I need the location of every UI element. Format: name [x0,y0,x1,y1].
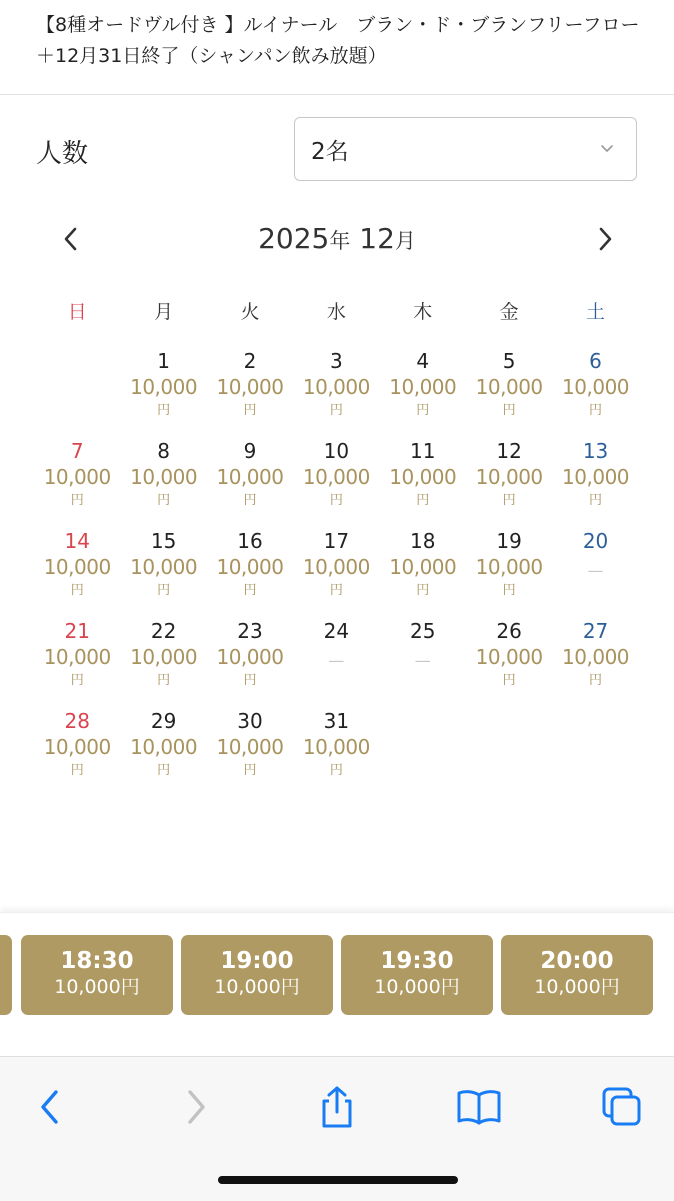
party-size-select[interactable] [294,117,637,181]
day-price: 10,000 [216,375,284,399]
calendar-day-cell[interactable] [120,618,206,708]
page-title: 【8種オードヴル付き 】ルイナール ブラン・ド・ブランフリーフロー＋12月31日終了（シャンパン飲み放題） [36,14,640,67]
next-month-button[interactable] [592,224,618,254]
home-indicator [218,1176,458,1184]
calendar-day-cell[interactable] [207,528,293,618]
calendar-day-cell[interactable] [466,438,552,528]
time-slot-price: 10,000円 [54,976,140,998]
day-number: 2 [243,349,257,373]
calendar-month-unit: 月 [394,229,416,253]
calendar-year-unit: 年 [329,229,351,253]
weekday-wed: 水 [326,301,346,323]
day-price-unit: 円 [243,403,257,418]
time-slot-time: 20:00 [540,948,614,974]
calendar-day-cell[interactable] [552,348,638,438]
calendar-day-cell[interactable] [466,528,552,618]
chevron-down-icon [600,142,614,156]
day-price-unit: 円 [589,673,603,688]
calendar-day-cell[interactable] [34,528,120,618]
day-number: 13 [582,439,609,463]
day-price: 10,000 [130,555,198,579]
weekday-sat: 土 [586,301,606,323]
calendar-year: 2025 [258,222,330,255]
day-price-unit: 円 [243,763,257,778]
tabs-icon[interactable] [598,1083,646,1131]
calendar-day-cell[interactable] [293,528,379,618]
day-number: 10 [323,439,350,463]
day-price: 10,000 [43,645,111,669]
calendar-day-cell[interactable] [466,348,552,438]
calendar-grid [34,348,639,798]
time-slot-price: 10,000円 [374,976,460,998]
day-price-unit: 円 [502,673,516,688]
day-number: 9 [243,439,257,463]
day-number: 19 [496,529,522,553]
day-price-unit: 円 [416,403,430,418]
day-price: 10,000 [389,465,457,489]
day-number: 23 [237,619,263,643]
day-price-unit: 円 [589,403,603,418]
party-size-value: 2名 [311,138,349,165]
day-price-unit: 円 [329,493,343,508]
forward-icon[interactable] [172,1083,220,1131]
party-size-label: 人数 [36,139,89,169]
day-price: 10,000 [475,645,543,669]
calendar-day-cell[interactable] [293,348,379,438]
day-price-unit: 円 [70,493,84,508]
calendar-empty-cell [34,348,120,438]
weekday-thu: 木 [413,301,433,323]
calendar-day-cell[interactable] [207,348,293,438]
calendar-month: 12 [359,222,395,255]
day-price-unit: 円 [243,583,257,598]
weekday-fri: 金 [499,301,519,323]
time-slot-price: 10,000円 [214,976,300,998]
calendar-day-cell[interactable] [293,708,379,798]
weekday-sun: 日 [67,301,87,323]
time-slot-bar [0,912,674,1057]
day-number: 8 [157,439,170,463]
day-price: 10,000 [389,555,457,579]
day-price: 10,000 [130,465,198,489]
calendar-day-cell[interactable] [552,438,638,528]
day-number: 20 [582,529,609,553]
time-slot-time: 19:30 [380,948,454,974]
day-price-unit: 円 [416,583,430,598]
day-number: 18 [410,529,436,553]
unavailable-dash: — [328,651,345,670]
day-number: 4 [416,349,430,373]
calendar-day-cell[interactable] [207,618,293,708]
calendar-day-cell[interactable] [34,438,120,528]
day-price-unit: 円 [502,583,516,598]
calendar-day-cell[interactable] [380,348,466,438]
day-number: 28 [64,709,90,733]
day-price: 10,000 [302,465,370,489]
day-number: 6 [589,349,602,373]
day-number: 21 [64,619,90,643]
day-number: 22 [150,619,177,643]
time-slot-button[interactable] [21,935,173,1015]
day-number: 5 [502,349,516,373]
day-price-unit: 円 [70,583,84,598]
time-slot-button[interactable] [341,935,493,1015]
calendar-day-cell[interactable] [380,438,466,528]
day-price-unit: 円 [157,403,171,418]
day-price: 10,000 [389,375,457,399]
day-number: 30 [237,709,263,733]
calendar-day-cell[interactable] [293,438,379,528]
calendar-day-cell[interactable] [466,618,552,708]
bookmarks-icon[interactable] [455,1083,503,1131]
calendar-day-cell[interactable] [34,708,120,798]
time-slot-button[interactable] [501,935,653,1015]
day-price: 10,000 [43,735,111,759]
calendar-day-cell[interactable] [120,348,206,438]
calendar-day-cell[interactable] [380,528,466,618]
time-slot-time: 19:00 [220,948,294,974]
day-price-unit: 円 [502,403,516,418]
time-slot-time: 18:30 [60,948,134,974]
header-divider [0,94,674,95]
unavailable-dash: — [414,651,431,670]
day-price: 10,000 [216,735,284,759]
day-number: 17 [323,529,350,553]
day-price: 10,000 [475,555,543,579]
calendar-day-cell [380,618,466,708]
day-number: 25 [410,619,436,643]
day-number: 1 [157,349,170,373]
weekday-mon: 月 [154,301,174,323]
day-price-unit: 円 [416,493,430,508]
day-price: 10,000 [475,465,543,489]
day-price: 10,000 [43,465,111,489]
day-price-unit: 円 [70,673,84,688]
day-price-unit: 円 [243,493,257,508]
day-price-unit: 円 [589,493,603,508]
day-price: 10,000 [130,735,198,759]
day-number: 16 [237,529,263,553]
calendar-day-cell[interactable] [120,708,206,798]
day-price: 10,000 [562,375,630,399]
calendar-day-cell[interactable] [120,528,206,618]
day-number: 12 [496,439,522,463]
day-price-unit: 円 [157,493,171,508]
month-title [0,222,674,255]
calendar-day-cell[interactable] [207,708,293,798]
day-number: 24 [323,619,350,643]
day-price: 10,000 [130,375,198,399]
calendar-day-cell[interactable] [34,618,120,708]
share-icon[interactable] [313,1083,361,1131]
day-price-unit: 円 [157,673,171,688]
day-number: 15 [150,529,177,553]
day-price-unit: 円 [243,673,257,688]
day-price: 10,000 [216,465,284,489]
day-price-unit: 円 [329,583,343,598]
day-price: 10,000 [302,555,370,579]
calendar [34,296,639,798]
day-price-unit: 円 [329,763,343,778]
day-number: 11 [410,439,436,463]
day-price: 10,000 [216,555,284,579]
unavailable-dash: — [587,561,604,580]
day-price: 10,000 [43,555,111,579]
weekday-header [34,296,639,328]
day-number: 7 [70,439,84,463]
day-price: 10,000 [130,645,198,669]
day-price-unit: 円 [329,403,343,418]
day-price-unit: 円 [502,493,516,508]
day-number: 3 [330,349,343,373]
calendar-day-cell[interactable] [552,618,638,708]
day-price: 10,000 [216,645,284,669]
calendar-day-cell [293,618,379,708]
day-price: 10,000 [302,735,370,759]
day-price: 10,000 [475,375,543,399]
day-number: 26 [496,619,522,643]
day-price-unit: 円 [157,583,171,598]
time-slot-partial[interactable] [0,935,12,1015]
day-number: 31 [323,709,350,733]
day-number: 29 [150,709,177,733]
day-price-unit: 円 [157,763,171,778]
calendar-day-cell[interactable] [207,438,293,528]
day-price-unit: 円 [70,763,84,778]
calendar-day-cell[interactable] [120,438,206,528]
day-price: 10,000 [562,645,630,669]
weekday-tue: 火 [240,301,260,323]
time-slot-price: 10,000円 [534,976,620,998]
day-number: 14 [64,529,90,553]
back-icon[interactable] [26,1083,74,1131]
day-number: 27 [582,619,609,643]
time-slot-button[interactable] [181,935,333,1015]
day-price: 10,000 [562,465,630,489]
day-price: 10,000 [302,375,370,399]
calendar-day-cell [552,528,638,618]
